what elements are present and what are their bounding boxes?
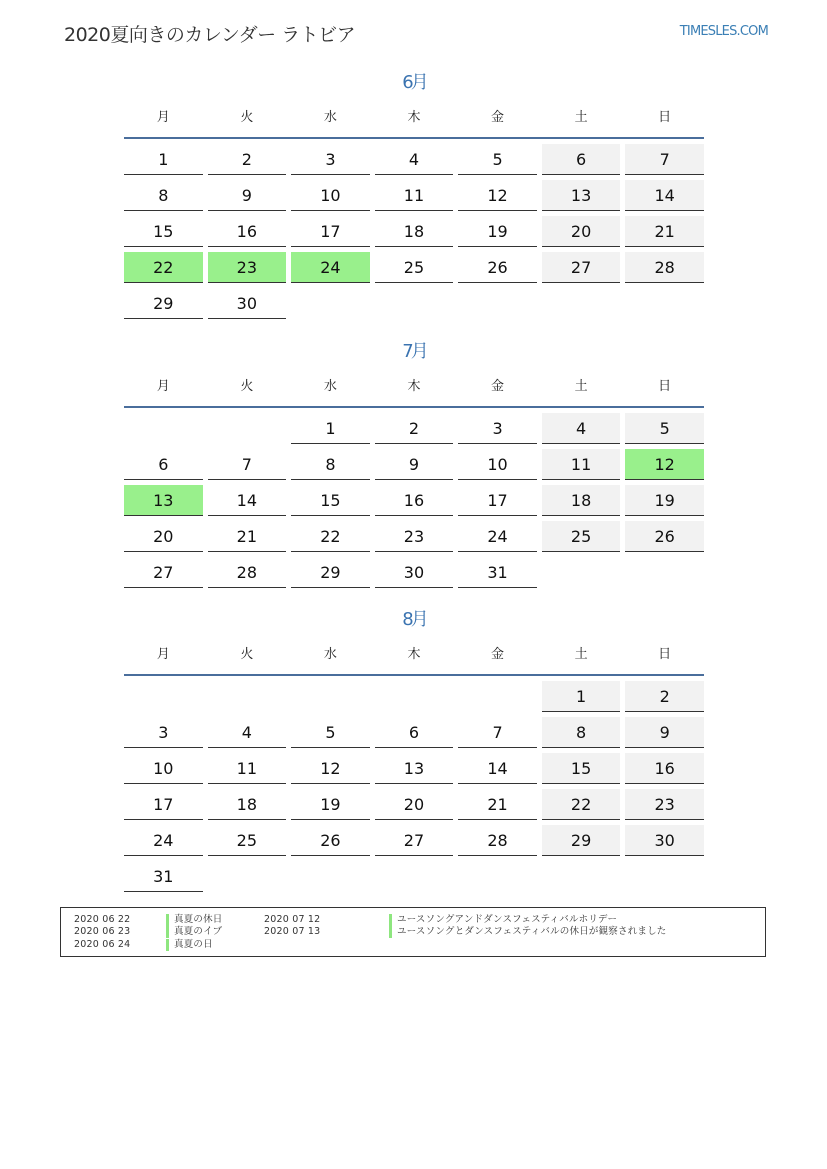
day-cell: 28 <box>208 557 287 588</box>
legend-holiday-name: ユースソングアンドダンスフェスティバルホリデー <box>389 914 617 926</box>
day-cell: 21 <box>625 216 704 247</box>
day-cell: 6 <box>375 717 454 748</box>
day-cell: 21 <box>458 789 537 820</box>
day-cell: 22 <box>291 521 370 552</box>
day-cell: 25 <box>208 825 287 856</box>
day-cell: 29 <box>124 288 203 319</box>
legend-holiday-name: 真夏の日 <box>166 939 213 951</box>
day-cell: 2 <box>625 681 704 712</box>
empty-cell <box>208 413 287 444</box>
day-cell: 19 <box>625 485 704 516</box>
legend-date: 2020 06 23 <box>74 926 131 938</box>
legend-holiday-name: ユースソングとダンスフェスティバルの休日が観察されました <box>389 926 667 938</box>
weekday-label: 日 <box>658 379 672 394</box>
day-cell: 12 <box>291 753 370 784</box>
legend-date: 2020 06 22 <box>74 914 131 925</box>
day-cell: 17 <box>124 789 203 820</box>
day-cell: 5 <box>291 717 370 748</box>
weekday-label: 水 <box>323 379 337 394</box>
weekday-label: 金 <box>491 379 505 394</box>
day-cell: 13 <box>375 753 454 784</box>
day-cell: 10 <box>124 753 203 784</box>
day-cell: 11 <box>542 449 621 480</box>
day-cell: 18 <box>375 216 454 247</box>
day-cell: 22 <box>542 789 621 820</box>
day-cell: 25 <box>542 521 621 552</box>
day-cell: 29 <box>291 557 370 588</box>
legend-date: 2020 07 13 <box>264 926 321 938</box>
weekday-label: 水 <box>323 110 337 125</box>
day-cell: 9 <box>625 717 704 748</box>
day-cell: 6 <box>124 449 203 480</box>
weekday-label: 日 <box>658 110 672 125</box>
legend-date: 2020 06 24 <box>74 938 131 950</box>
day-cell: 10 <box>291 180 370 211</box>
day-cell: 23 <box>208 252 287 283</box>
day-cell: 8 <box>124 180 203 211</box>
weekday-label: 土 <box>574 110 588 125</box>
weekday-label: 木 <box>407 110 421 125</box>
day-cell: 17 <box>291 216 370 247</box>
day-cell: 28 <box>625 252 704 283</box>
day-cell: 2 <box>208 144 287 175</box>
empty-cell <box>208 681 287 712</box>
day-cell: 6 <box>542 144 621 175</box>
day-cell: 27 <box>124 557 203 588</box>
day-cell: 30 <box>375 557 454 588</box>
weekday-label: 火 <box>240 110 254 125</box>
month-title: 7月 <box>402 341 426 362</box>
page-title: 2020夏向きのカレンダー ラトビア <box>64 24 356 46</box>
day-cell: 16 <box>625 753 704 784</box>
day-cell: 15 <box>291 485 370 516</box>
empty-cell <box>291 681 370 712</box>
weekday-label: 土 <box>574 379 588 394</box>
day-cell: 26 <box>291 825 370 856</box>
month-august <box>124 605 704 897</box>
day-cell: 19 <box>291 789 370 820</box>
day-cell: 20 <box>124 521 203 552</box>
weekday-label: 月 <box>156 110 170 125</box>
day-cell: 13 <box>542 180 621 211</box>
day-cell: 8 <box>542 717 621 748</box>
day-grid <box>124 144 704 324</box>
day-cell: 8 <box>291 449 370 480</box>
day-cell: 14 <box>625 180 704 211</box>
day-cell: 13 <box>124 485 203 516</box>
day-cell: 2 <box>375 413 454 444</box>
day-cell: 20 <box>542 216 621 247</box>
weekday-label: 水 <box>323 647 337 662</box>
weekday-label: 金 <box>491 110 505 125</box>
day-cell: 10 <box>458 449 537 480</box>
day-cell: 11 <box>375 180 454 211</box>
weekday-label: 木 <box>407 379 421 394</box>
day-cell: 30 <box>208 288 287 319</box>
day-cell: 9 <box>375 449 454 480</box>
day-cell: 12 <box>625 449 704 480</box>
empty-cell <box>375 681 454 712</box>
empty-cell <box>458 681 537 712</box>
day-grid <box>124 681 704 897</box>
day-cell: 9 <box>208 180 287 211</box>
weekday-label: 木 <box>407 647 421 662</box>
weekday-label: 金 <box>491 647 505 662</box>
weekday-header <box>124 105 704 139</box>
legend-date: 2020 07 12 <box>264 914 321 925</box>
day-cell: 15 <box>542 753 621 784</box>
weekday-label: 月 <box>156 379 170 394</box>
day-cell: 1 <box>124 144 203 175</box>
day-cell: 27 <box>542 252 621 283</box>
weekday-label: 日 <box>658 647 672 662</box>
day-cell: 16 <box>208 216 287 247</box>
month-title: 8月 <box>402 609 426 630</box>
month-title: 6月 <box>402 72 426 93</box>
day-cell: 31 <box>458 557 537 588</box>
legend-holiday-name: 真夏のイブ <box>166 926 222 938</box>
day-cell: 23 <box>375 521 454 552</box>
day-cell: 5 <box>625 413 704 444</box>
day-cell: 14 <box>458 753 537 784</box>
day-cell: 27 <box>375 825 454 856</box>
day-cell: 1 <box>291 413 370 444</box>
day-cell: 4 <box>208 717 287 748</box>
day-cell: 19 <box>458 216 537 247</box>
day-cell: 12 <box>458 180 537 211</box>
day-cell: 3 <box>124 717 203 748</box>
day-cell: 7 <box>458 717 537 748</box>
day-cell: 18 <box>542 485 621 516</box>
day-cell: 14 <box>208 485 287 516</box>
weekday-header <box>124 642 704 676</box>
day-cell: 24 <box>458 521 537 552</box>
day-cell: 26 <box>458 252 537 283</box>
empty-cell <box>124 413 203 444</box>
day-cell: 4 <box>375 144 454 175</box>
day-cell: 15 <box>124 216 203 247</box>
month-june <box>124 68 704 324</box>
day-grid <box>124 413 704 593</box>
day-cell: 23 <box>625 789 704 820</box>
weekday-header <box>124 374 704 408</box>
day-cell: 3 <box>458 413 537 444</box>
day-cell: 18 <box>208 789 287 820</box>
weekday-label: 火 <box>240 379 254 394</box>
day-cell: 16 <box>375 485 454 516</box>
day-cell: 3 <box>291 144 370 175</box>
site-name[interactable]: TIMESLES.COM <box>679 24 768 39</box>
day-cell: 7 <box>208 449 287 480</box>
day-cell: 26 <box>625 521 704 552</box>
day-cell: 5 <box>458 144 537 175</box>
weekday-label: 火 <box>240 647 254 662</box>
day-cell: 31 <box>124 861 203 892</box>
legend-holiday-name: 真夏の休日 <box>166 914 223 926</box>
day-cell: 17 <box>458 485 537 516</box>
day-cell: 7 <box>625 144 704 175</box>
weekday-label: 月 <box>156 647 170 662</box>
day-cell: 4 <box>542 413 621 444</box>
day-cell: 20 <box>375 789 454 820</box>
day-cell: 29 <box>542 825 621 856</box>
day-cell: 22 <box>124 252 203 283</box>
holiday-legend <box>60 907 766 957</box>
empty-cell <box>124 681 203 712</box>
day-cell: 28 <box>458 825 537 856</box>
weekday-label: 土 <box>574 647 588 662</box>
month-july <box>124 337 704 593</box>
day-cell: 24 <box>291 252 370 283</box>
day-cell: 11 <box>208 753 287 784</box>
day-cell: 21 <box>208 521 287 552</box>
day-cell: 30 <box>625 825 704 856</box>
day-cell: 24 <box>124 825 203 856</box>
day-cell: 25 <box>375 252 454 283</box>
day-cell: 1 <box>542 681 621 712</box>
